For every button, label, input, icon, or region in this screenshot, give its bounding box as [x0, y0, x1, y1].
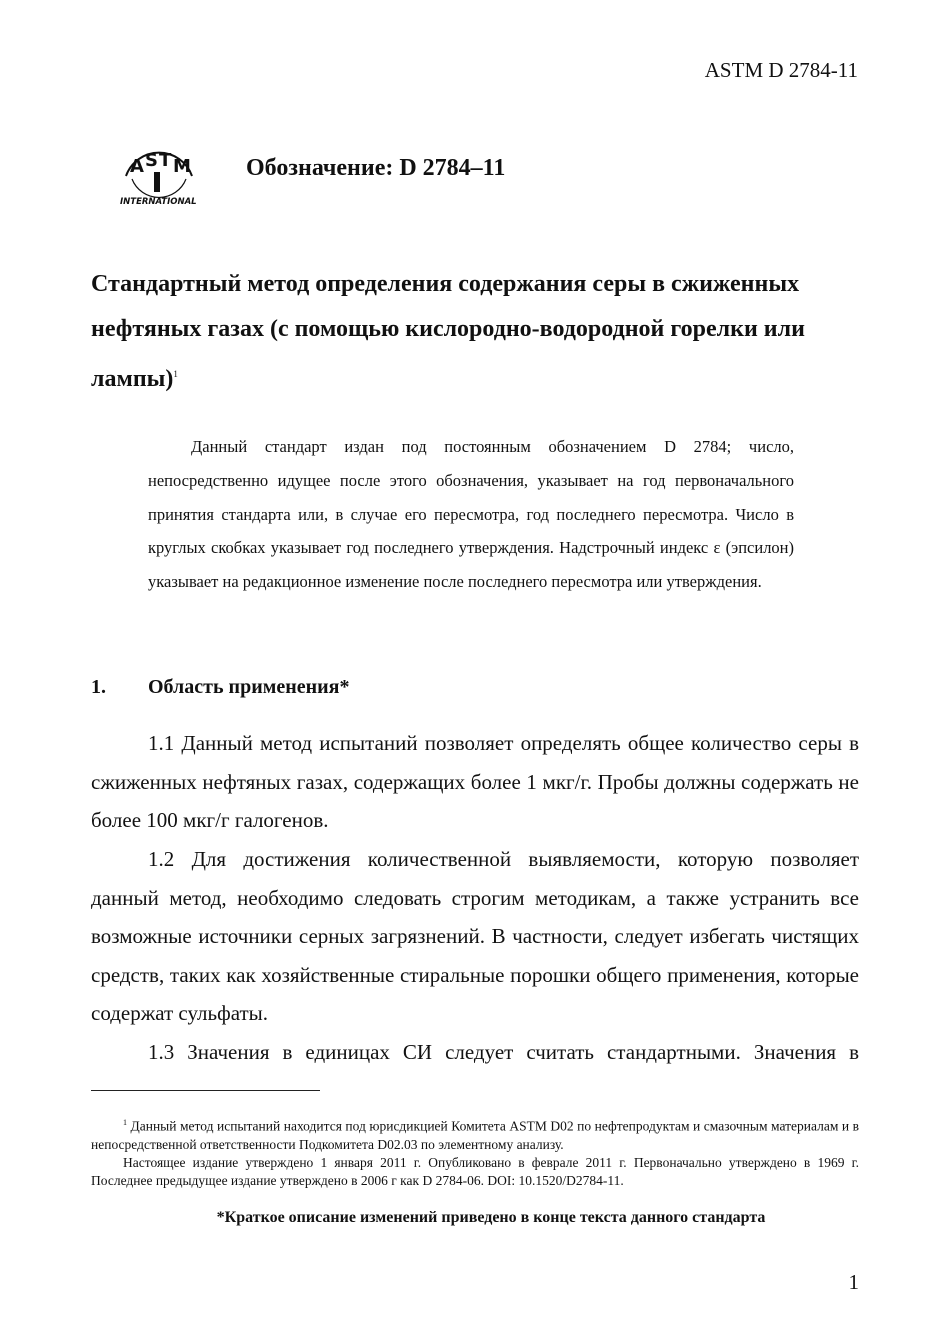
section-number: 1.: [91, 676, 106, 698]
standard-title-text: Стандартный метод определения содержания серы в сжиженных нефтяных газах (с помощью кислородно-водородной горелки или лампы): [91, 271, 805, 392]
summary-of-changes-note: *Краткое описание изменений приведено в конце текста данного стандарта: [216, 1209, 766, 1226]
standard-title: [91, 262, 866, 402]
astm-international-logo: [118, 132, 204, 208]
paragraph-1-2: 1.2 Для достижения количественной выявляемости, которую позволяет данный метод, необходимо следовать строгим методикам, а также устранить все возможные источники серных загрязнений. В частности, следует избегать чистящих средств, таких как хозяйственные стиральные порошки общего применения, которые содержат сульфаты.: [91, 847, 859, 1025]
footnote-separator: [91, 1090, 320, 1091]
svg-text:INTERNATIONAL: INTERNATIONAL: [120, 197, 197, 207]
section-title: Область применения*: [148, 676, 350, 698]
footnote-mark: 1: [123, 1118, 127, 1127]
page-number: 1: [848, 1270, 859, 1294]
footnote-2: Настоящее издание утверждено 1 января 2011 г. Опубликовано в феврале 2011 г. Первоначально утверждено в 1969 г. Последнее предыдущее издание утверждено в 2006 г как D 2784-06. DOI: 10.1520/D2784-11.: [91, 1155, 859, 1188]
svg-text:A: A: [130, 156, 144, 177]
designation-notice: Данный стандарт издан под постоянным обозначением D 2784; число, непосредственно идущее после этого обозначения, указывает на год первоначального принятия стандарта или, в случае его пересмотра, год последнего пересмотра. Число в круглых скобках указывает год последнего утверждения. Надстрочный индекс ε (эпсилон) указывает на редакционное изменение после последнего пересмотра или утверждения.: [148, 437, 794, 592]
footnote-1: [91, 1114, 859, 1154]
footnote-1-text: Данный метод испытаний находится под юрисдикцией Комитета ASTM D02 по нефтепродуктам и смазочным материалам и в непосредственной ответственности Подкомитета D02.03 по элементному анализу.: [91, 1118, 859, 1152]
designation-heading: Обозначение: D 2784–11: [246, 155, 506, 181]
svg-text:S: S: [145, 150, 158, 171]
paragraph-1-3: 1.3 Значения в единицах СИ следует считать стандартными. Значения в: [148, 1040, 859, 1064]
paragraph-1-1: 1.1 Данный метод испытаний позволяет определять общее количество серы в сжиженных нефтяных газах, содержащих более 1 мкг/г. Пробы должны содержать не более 100 мкг/г галогенов.: [91, 731, 859, 832]
title-footnote-mark: 1: [173, 369, 178, 379]
svg-text:T: T: [159, 150, 172, 171]
svg-text:M: M: [173, 156, 191, 177]
document-code-header: ASTM D 2784-11: [704, 58, 858, 82]
